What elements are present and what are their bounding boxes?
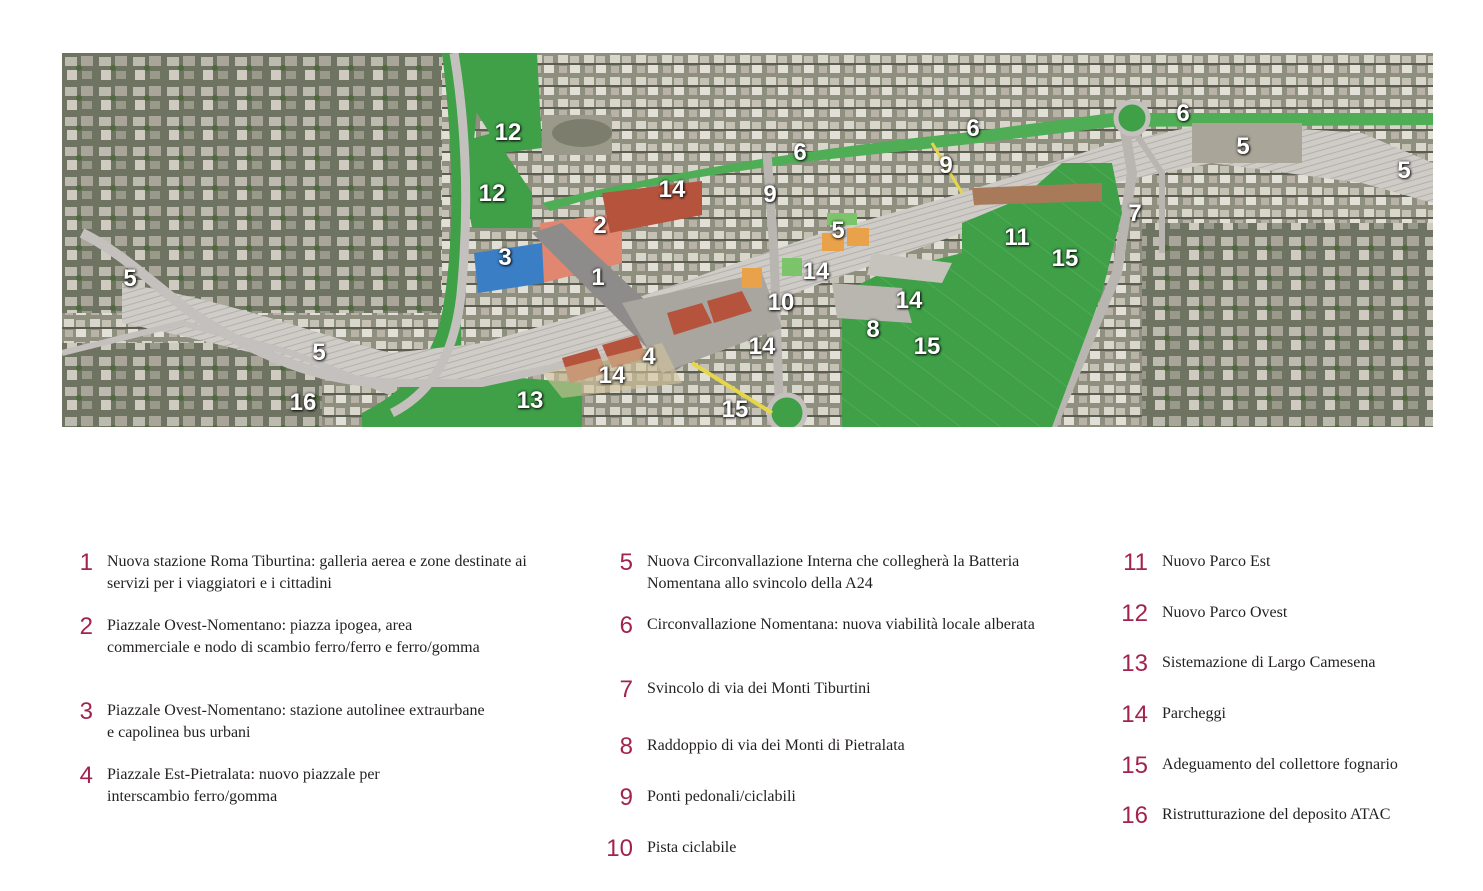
legend-description: Adeguamento del collettore fognario — [1162, 756, 1398, 773]
map-label-14-d: 14 — [802, 258, 830, 285]
legend-item-9 — [619, 784, 1047, 811]
legend-number: 9 — [619, 784, 633, 811]
aerial-map — [62, 53, 1433, 427]
legend-number: 15 — [1121, 752, 1148, 779]
legend-item-4 — [79, 762, 437, 808]
legend-item-3 — [79, 698, 487, 744]
legend-description: Pista ciclabile — [647, 839, 737, 856]
map-label-12-b: 12 — [478, 180, 506, 207]
map-label-14-a: 14 — [658, 176, 686, 203]
map-label-5-east-a: 5 — [1236, 133, 1250, 160]
legend-description: Nuovo Parco Ovest — [1162, 604, 1288, 621]
map-label-10: 10 — [767, 289, 795, 316]
map-label-7: 7 — [1128, 200, 1142, 227]
legend-item-5 — [619, 549, 1037, 595]
legend-number: 2 — [79, 613, 93, 640]
map-label-5-south: 5 — [312, 339, 326, 366]
legend-description: Ristrutturazione del deposito ATAC — [1162, 806, 1391, 823]
map-label-15-c: 15 — [1051, 245, 1079, 272]
map-label-9-b: 9 — [939, 152, 953, 179]
map-label-9-a: 9 — [763, 181, 777, 208]
map-label-15-b: 15 — [913, 333, 941, 360]
legend-item-13 — [1121, 650, 1462, 677]
map-label-6-a: 6 — [793, 139, 807, 166]
legend-number: 8 — [619, 733, 633, 760]
legend-number: 1 — [79, 549, 93, 576]
map-label-14-e: 14 — [895, 287, 923, 314]
map-label-5-east-b: 5 — [1397, 157, 1411, 184]
legend-item-14 — [1121, 701, 1462, 728]
legend-number: 13 — [1121, 650, 1148, 677]
legend-item-11 — [1123, 549, 1462, 576]
legend-item-8 — [619, 733, 1047, 760]
legend-description: Sistemazione di Largo Camesena — [1162, 654, 1376, 671]
legend-item-16 — [1121, 802, 1472, 829]
legend-description: Piazzale Est-Pietralata: nuovo piazzale per interscambio ferro/gomma — [107, 766, 380, 805]
aerial-map-graphic — [62, 53, 1433, 427]
legend-number: 16 — [1121, 802, 1148, 829]
map-label-14-c: 14 — [748, 333, 776, 360]
map-label-8: 8 — [866, 316, 880, 343]
legend-number: 6 — [619, 612, 633, 639]
map-label-6-c: 6 — [1176, 100, 1190, 127]
map-label-2: 2 — [593, 212, 607, 239]
legend-number: 12 — [1121, 600, 1148, 627]
legend-number: 10 — [606, 835, 633, 862]
legend-item-15 — [1121, 752, 1472, 779]
map-label-6-b: 6 — [966, 115, 980, 142]
legend-description: Svincolo di via dei Monti Tiburtini — [647, 680, 871, 697]
map-label-3: 3 — [498, 244, 512, 271]
legend-description: Nuova Circonvallazione Interna che collegherà la Batteria Nomentana allo svincolo della A24 — [647, 553, 1020, 592]
legend-item-6 — [619, 612, 1047, 639]
legend-number: 7 — [619, 676, 633, 703]
map-label-13: 13 — [516, 387, 544, 414]
map-label-1: 1 — [591, 264, 605, 291]
legend-description: Piazzale Ovest-Nomentano: piazza ipogea, area commerciale e nodo di scambio ferro/ferro e ferro/gomma — [107, 617, 480, 656]
legend-item-12 — [1121, 600, 1462, 627]
map-label-12-a: 12 — [494, 119, 522, 146]
legend-number: 14 — [1121, 701, 1148, 728]
legend-description: Nuovo Parco Est — [1162, 553, 1271, 570]
map-label-15-a: 15 — [721, 396, 749, 423]
legend-description: Piazzale Ovest-Nomentano: stazione autolinee extraurbane e capolinea bus urbani — [107, 702, 485, 741]
map-label-14-b: 14 — [598, 362, 626, 389]
legend-number: 4 — [79, 762, 93, 789]
legend-description: Nuova stazione Roma Tiburtina: galleria aerea e zone destinate ai servizi per i viaggiatori e i cittadini — [107, 553, 527, 592]
legend-description: Ponti pedonali/ciclabili — [647, 788, 796, 805]
legend-description: Circonvallazione Nomentana: nuova viabilità locale alberata — [647, 616, 1035, 633]
legend-item-2 — [79, 613, 487, 659]
legend-number: 5 — [619, 549, 633, 576]
map-label-11: 11 — [1004, 224, 1030, 251]
map-label-16: 16 — [289, 389, 317, 416]
legend-number: 3 — [79, 698, 93, 725]
map-label-4: 4 — [642, 343, 656, 370]
legend-item-7 — [619, 676, 1047, 703]
legend-number: 11 — [1123, 549, 1148, 576]
legend-description: Raddoppio di via dei Monti di Pietralata — [647, 737, 905, 754]
legend-description: Parcheggi — [1162, 705, 1226, 722]
map-label-5-mid: 5 — [831, 217, 845, 244]
legend-item-10 — [606, 835, 1047, 862]
map-label-5-west: 5 — [123, 265, 137, 292]
legend-item-1 — [79, 549, 527, 595]
